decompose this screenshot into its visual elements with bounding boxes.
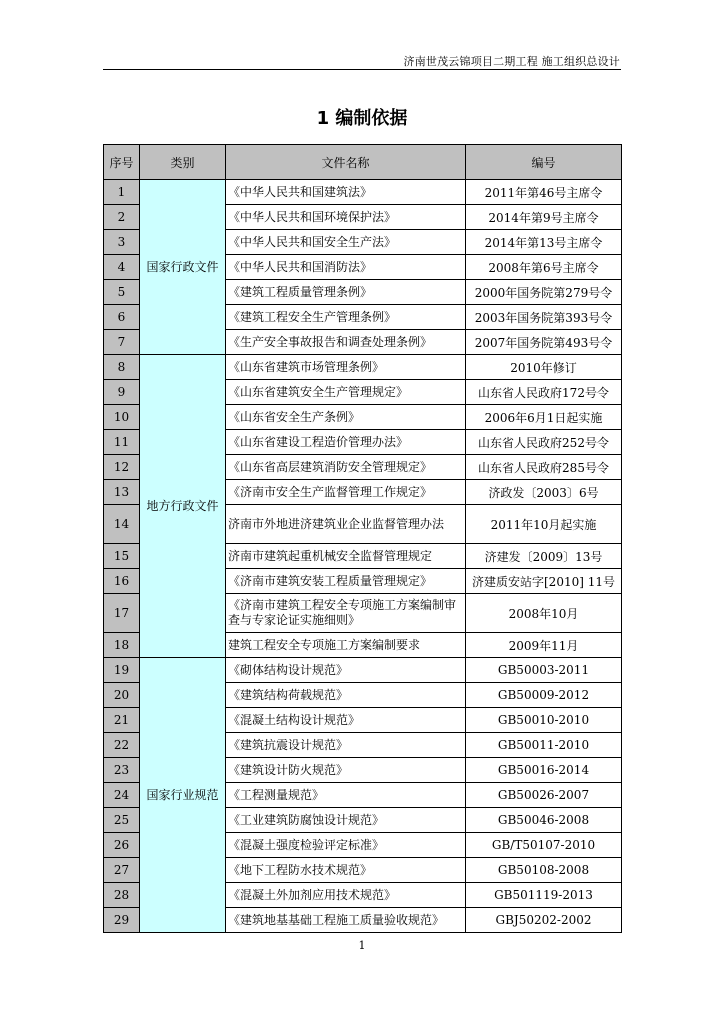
row-number: 8: [104, 355, 140, 380]
row-number: 25: [104, 808, 140, 833]
column-header-document: 文件名称: [226, 145, 466, 180]
row-number: 18: [104, 633, 140, 658]
document-code: GB50003-2011: [466, 658, 622, 683]
document-code: GB501119-2013: [466, 883, 622, 908]
document-name: 《工业建筑防腐蚀设计规范》: [226, 808, 466, 833]
row-number: 27: [104, 858, 140, 883]
row-number: 13: [104, 480, 140, 505]
category-cell: 国家行政文件: [140, 180, 226, 355]
document-name: 《地下工程防水技术规范》: [226, 858, 466, 883]
row-number: 11: [104, 430, 140, 455]
row-number: 1: [104, 180, 140, 205]
document-code: 2008年10月: [466, 594, 622, 633]
document-code: 2006年6月1日起实施: [466, 405, 622, 430]
document-code: 济建质安站字[2010] 11号: [466, 569, 622, 594]
document-name: 《建筑地基基础工程施工质量验收规范》: [226, 908, 466, 933]
table-row: [104, 180, 622, 205]
document-code: 2007年国务院第493号令: [466, 330, 622, 355]
document-code: 2010年修订: [466, 355, 622, 380]
document-code: 2008年第6号主席令: [466, 255, 622, 280]
document-name: 《中华人民共和国消防法》: [226, 255, 466, 280]
row-number: 14: [104, 505, 140, 544]
row-number: 19: [104, 658, 140, 683]
document-code: 山东省人民政府252号令: [466, 430, 622, 455]
row-number: 4: [104, 255, 140, 280]
document-code: GB50016-2014: [466, 758, 622, 783]
table-row: [104, 355, 622, 380]
section-title: 1 编制依据: [316, 108, 408, 129]
document-name: 《工程测量规范》: [226, 783, 466, 808]
row-number: 6: [104, 305, 140, 330]
document-name: 《山东省安全生产条例》: [226, 405, 466, 430]
document-code: 山东省人民政府172号令: [466, 380, 622, 405]
row-number: 24: [104, 783, 140, 808]
document-name: 《混凝土结构设计规范》: [226, 708, 466, 733]
document-code: 济建发〔2009〕13号: [466, 544, 622, 569]
row-number: 3: [104, 230, 140, 255]
document-code: GB50026-2007: [466, 783, 622, 808]
row-number: 17: [104, 594, 140, 633]
document-name: 《中华人民共和国建筑法》: [226, 180, 466, 205]
document-name: 《山东省建筑安全生产管理规定》: [226, 380, 466, 405]
document-name: 《建筑工程安全生产管理条例》: [226, 305, 466, 330]
row-number: 7: [104, 330, 140, 355]
row-number: 15: [104, 544, 140, 569]
row-number: 9: [104, 380, 140, 405]
document-name: 济南市外地进济建筑业企业监督管理办法: [226, 505, 466, 544]
document-name: 《建筑设计防火规范》: [226, 758, 466, 783]
page-number: 1: [358, 939, 366, 952]
document-name: 《济南市建筑安装工程质量管理规定》: [226, 569, 466, 594]
document-name: 《生产安全事故报告和调查处理条例》: [226, 330, 466, 355]
basis-table: [103, 144, 622, 933]
document-code: 2003年国务院第393号令: [466, 305, 622, 330]
row-number: 23: [104, 758, 140, 783]
row-number: 26: [104, 833, 140, 858]
document-code: GB50046-2008: [466, 808, 622, 833]
document-code: 2009年11月: [466, 633, 622, 658]
column-header-category: 类别: [140, 145, 226, 180]
row-number: 12: [104, 455, 140, 480]
document-code: GBJ50202-2002: [466, 908, 622, 933]
document-name: 《砌体结构设计规范》: [226, 658, 466, 683]
document-code: GB50011-2010: [466, 733, 622, 758]
document-name: 《山东省建设工程造价管理办法》: [226, 430, 466, 455]
document-name: 《中华人民共和国安全生产法》: [226, 230, 466, 255]
document-name: 《混凝土强度检验评定标准》: [226, 833, 466, 858]
document-name: 《济南市安全生产监督管理工作规定》: [226, 480, 466, 505]
document-code: GB50010-2010: [466, 708, 622, 733]
document-name: 《建筑结构荷载规范》: [226, 683, 466, 708]
row-number: 20: [104, 683, 140, 708]
header-rule: [103, 69, 621, 70]
document-name: 《建筑抗震设计规范》: [226, 733, 466, 758]
document-code: 2000年国务院第279号令: [466, 280, 622, 305]
document-name: 建筑工程安全专项施工方案编制要求: [226, 633, 466, 658]
column-header-no: 序号: [104, 145, 140, 180]
document-code: 2014年第9号主席令: [466, 205, 622, 230]
row-number: 16: [104, 569, 140, 594]
document-name: 《山东省高层建筑消防安全管理规定》: [226, 455, 466, 480]
category-cell: 地方行政文件: [140, 355, 226, 658]
row-number: 10: [104, 405, 140, 430]
document-code: 山东省人民政府285号令: [466, 455, 622, 480]
document-code: 2011年第46号主席令: [466, 180, 622, 205]
document-name: 《建筑工程质量管理条例》: [226, 280, 466, 305]
document-code: GB/T50107-2010: [466, 833, 622, 858]
table-row: [104, 658, 622, 683]
table-header-row: [104, 145, 622, 180]
document-code: 2011年10月起实施: [466, 505, 622, 544]
document-code: 2014年第13号主席令: [466, 230, 622, 255]
row-number: 5: [104, 280, 140, 305]
row-number: 28: [104, 883, 140, 908]
row-number: 21: [104, 708, 140, 733]
document-name: 济南市建筑起重机械安全监督管理规定: [226, 544, 466, 569]
row-number: 2: [104, 205, 140, 230]
document-name: 《山东省建筑市场管理条例》: [226, 355, 466, 380]
document-code: GB50108-2008: [466, 858, 622, 883]
row-number: 22: [104, 733, 140, 758]
document-code: GB50009-2012: [466, 683, 622, 708]
document-name: 《中华人民共和国环境保护法》: [226, 205, 466, 230]
document-code: 济政发〔2003〕6号: [466, 480, 622, 505]
document-name: 《混凝土外加剂应用技术规范》: [226, 883, 466, 908]
row-number: 29: [104, 908, 140, 933]
document-name: 《济南市建筑工程安全专项施工方案编制审查与专家论证实施细则》: [226, 594, 466, 633]
category-cell: 国家行业规范: [140, 658, 226, 933]
column-header-code: 编号: [466, 145, 622, 180]
running-header: 济南世茂云锦项目二期工程 施工组织总设计: [403, 55, 620, 68]
